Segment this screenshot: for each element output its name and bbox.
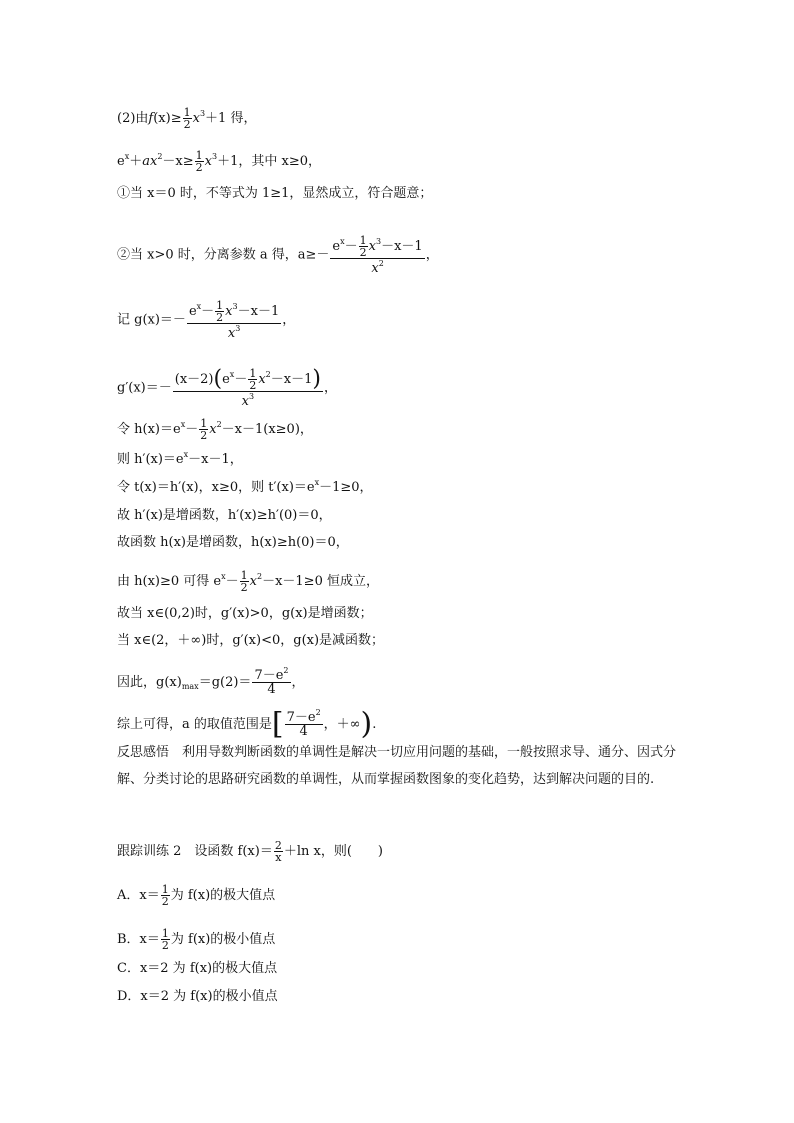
- fraction-denominator: 2: [359, 246, 367, 259]
- fraction-numerator: 1: [183, 106, 191, 119]
- fraction-numerator: 1: [249, 367, 257, 380]
- superscript: 3: [212, 152, 218, 161]
- text: 跟踪训练 2 设函数 f(x)＝: [117, 844, 273, 859]
- right-paren: ): [312, 366, 321, 392]
- fraction-denominator: 2: [183, 118, 191, 131]
- solution-line-4: [117, 235, 439, 275]
- text: x: [227, 326, 236, 341]
- superscript: x: [314, 478, 320, 487]
- text: e: [117, 154, 125, 169]
- fraction-numerator: [252, 666, 290, 683]
- fraction-numerator: 1: [161, 883, 169, 896]
- superscript: 2: [315, 708, 321, 717]
- fraction-denominator: [187, 323, 281, 340]
- text: e: [188, 304, 197, 319]
- text: ，: [282, 312, 296, 328]
- fraction: [195, 150, 204, 173]
- fraction-numerator: 1: [240, 569, 248, 582]
- fraction: [252, 666, 290, 697]
- text: x: [371, 261, 379, 276]
- fraction: [183, 107, 192, 130]
- fraction: [199, 418, 208, 441]
- text: －: [185, 422, 199, 437]
- text: A．x＝: [117, 888, 160, 903]
- fraction: [274, 840, 283, 863]
- fraction: [359, 235, 368, 258]
- fraction-numerator: [173, 368, 323, 391]
- solution-line-12: [117, 570, 379, 593]
- text: ②当 x>0 时，分离参数 a 得，a≥－: [117, 247, 330, 263]
- text: x: [258, 372, 266, 387]
- text: 综上可得，a 的取值范围是: [117, 717, 272, 732]
- superscript: 2: [283, 666, 289, 675]
- superscript: 2: [378, 259, 384, 268]
- superscript: 3: [235, 324, 241, 333]
- superscript: x: [124, 152, 130, 161]
- superscript: 3: [376, 237, 382, 246]
- fraction-numerator: 1: [161, 927, 169, 940]
- text: ，＋∞: [323, 717, 361, 732]
- superscript: x: [196, 302, 202, 311]
- text: x: [368, 239, 376, 254]
- fraction-denominator: 2: [195, 161, 203, 174]
- text: ＋ln x，则( ): [283, 844, 383, 859]
- solution-line-2: [117, 150, 321, 173]
- text: B．x＝: [117, 932, 160, 947]
- text: .: [372, 717, 377, 732]
- solution-line-1: [117, 107, 256, 130]
- reflection-paragraph: 反思感悟 利用导数判断函数的单调性是解决一切应用问题的基础，一般按照求导、通分、因式分解、分类讨论的思路研究函数的单调性，从而掌握函数图象的变化趋势，达到解决问题的目的.: [117, 745, 677, 787]
- text: 为 f(x)的极小值点: [170, 932, 276, 947]
- text: x: [241, 394, 249, 409]
- fraction-numerator: 1: [195, 149, 203, 162]
- solution-line-6: [117, 368, 337, 408]
- fraction-denominator: 4: [252, 682, 290, 696]
- text: x: [192, 111, 200, 126]
- superscript: 3: [232, 302, 238, 311]
- text: －x－1: [270, 372, 313, 387]
- fraction-denominator: [330, 258, 424, 275]
- subscript: max: [181, 682, 199, 691]
- superscript: 3: [248, 392, 255, 401]
- text: (x)≥: [153, 111, 182, 126]
- text: －: [344, 239, 358, 254]
- text: x: [209, 422, 217, 437]
- text: 则 h′(x)＝e: [117, 452, 184, 467]
- fraction: [161, 884, 170, 907]
- superscript: x: [221, 572, 226, 581]
- text: －x－1≥0 恒成立，: [262, 574, 379, 589]
- left-paren: (: [213, 366, 223, 392]
- text: －x－1(x≥0)，: [221, 422, 313, 437]
- fraction-numerator: [285, 708, 323, 725]
- solution-line-15: [117, 666, 305, 697]
- text: (2)由: [117, 111, 149, 126]
- text: e: [222, 372, 230, 387]
- solution-line-13: 故当 x∈(0,2)时，g′(x)>0，g(x)是增函数；: [117, 606, 373, 621]
- text: e: [332, 239, 341, 254]
- text: 令 h(x)＝e: [117, 422, 181, 437]
- solution-line-8: [117, 452, 243, 468]
- text: 为 f(x)的极大值点: [170, 888, 276, 903]
- fraction-denominator: 2: [216, 311, 224, 324]
- exercise-question: [117, 840, 383, 863]
- text: 7－e: [286, 710, 316, 725]
- text: ＝g(2)＝: [198, 675, 252, 690]
- text: －x≥: [162, 154, 194, 169]
- solution-line-3: ①当 x＝0 时，不等式为 1≥1，显然成立，符合题意；: [117, 186, 433, 201]
- fraction-denominator: 2: [200, 429, 208, 442]
- fraction-denominator: 2: [161, 895, 169, 908]
- text: ax: [142, 154, 158, 169]
- text: ＋: [129, 154, 143, 169]
- fraction-numerator: 1: [359, 234, 367, 247]
- text: x: [249, 574, 257, 589]
- fraction: [161, 928, 170, 951]
- solution-line-11: 故函数 h(x)是增函数，h(x)≥h(0)＝0，: [117, 535, 349, 550]
- big-fraction: [187, 300, 281, 340]
- fraction-denominator: 2: [249, 379, 257, 392]
- solution-line-14: 当 x∈(2，＋∞)时，g′(x)<0，g(x)是减函数；: [117, 633, 385, 648]
- text: ＋1 得，: [205, 111, 257, 126]
- text: ＋1，其中 x≥0，: [217, 154, 321, 169]
- text: ，: [323, 380, 337, 396]
- superscript: 2: [216, 420, 222, 429]
- text: 由 h(x)≥0 可得 e: [117, 574, 222, 589]
- superscript: x: [183, 450, 189, 459]
- fraction-numerator: 1: [200, 417, 208, 430]
- solution-line-10: 故 h′(x)是增函数，h′(x)≥h′(0)＝0，: [117, 508, 332, 523]
- fraction-denominator: 2: [161, 939, 169, 952]
- fraction: [215, 300, 224, 323]
- fraction-denominator: x: [275, 851, 282, 864]
- superscript: 2: [256, 572, 263, 581]
- text: g′(x)＝－: [117, 380, 172, 396]
- text: 因此，g(x): [117, 675, 182, 690]
- fraction: [240, 570, 249, 593]
- text: 令 t(x)＝h′(x)，x≥0，则 t′(x)＝e: [117, 480, 315, 495]
- fraction-denominator: 4: [285, 724, 323, 738]
- superscript: x: [229, 370, 235, 379]
- text: －x－1，: [188, 452, 243, 467]
- solution-line-16: [117, 706, 377, 742]
- superscript: 2: [265, 370, 271, 379]
- text: －: [225, 574, 239, 589]
- text: (x－2): [174, 372, 214, 387]
- superscript: 2: [157, 152, 163, 161]
- option-d: D．x＝2 为 f(x)的极小值点: [117, 989, 278, 1004]
- fraction-numerator: [330, 235, 424, 258]
- text: －: [234, 372, 248, 387]
- fraction-numerator: [187, 300, 281, 323]
- fraction: [285, 708, 323, 739]
- text: －1≥0，: [319, 480, 373, 495]
- fraction-numerator: 1: [216, 299, 224, 312]
- superscript: x: [180, 420, 186, 429]
- right-paren: ): [360, 706, 373, 742]
- text: 7－e: [254, 668, 284, 683]
- option-a: [117, 884, 275, 907]
- left-bracket: [: [271, 706, 284, 742]
- option-b: [117, 928, 275, 951]
- text: －: [201, 304, 215, 319]
- solution-line-9: [117, 480, 373, 496]
- text: －x－1: [237, 304, 280, 319]
- text: ，: [291, 675, 305, 690]
- fraction-denominator: [173, 391, 323, 408]
- big-fraction: [173, 368, 323, 408]
- fraction-denominator: 2: [240, 581, 248, 594]
- solution-line-7: [117, 418, 313, 441]
- big-fraction: [330, 235, 424, 275]
- solution-line-5: [117, 300, 295, 340]
- text: 记 g(x)＝－: [117, 312, 186, 328]
- text: ，: [425, 247, 439, 263]
- text: x: [204, 154, 212, 169]
- option-c: C．x＝2 为 f(x)的极大值点: [117, 961, 278, 976]
- superscript: 3: [199, 109, 206, 118]
- fraction-numerator: 2: [274, 839, 282, 852]
- text: －x－1: [381, 239, 423, 254]
- superscript: x: [340, 237, 345, 246]
- text: x: [225, 304, 233, 319]
- text: f: [148, 111, 154, 126]
- fraction: [248, 368, 257, 391]
